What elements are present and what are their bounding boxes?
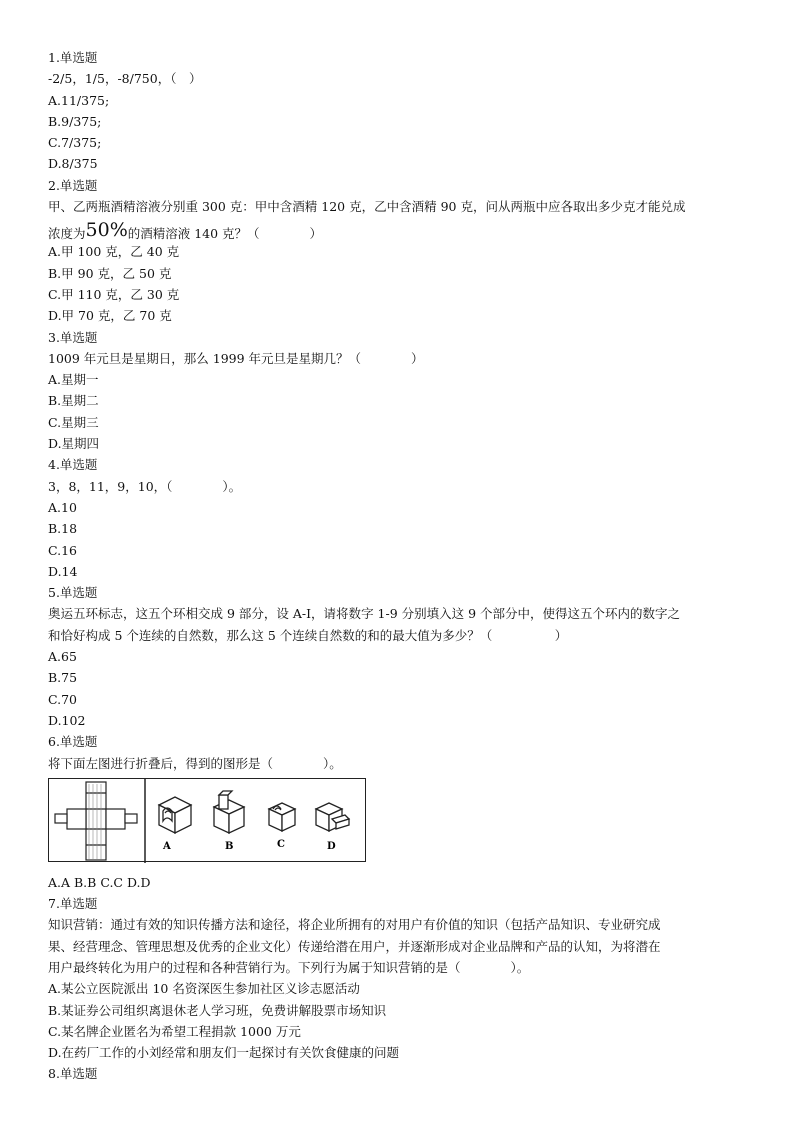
question-2-option-b: B.甲 90 克，乙 50 克 (48, 265, 172, 281)
question-7-header: 7.单选题 (48, 896, 98, 912)
option-c-label: C (277, 838, 285, 850)
folding-figure-drawing (49, 779, 367, 863)
unfolded-net (55, 782, 137, 860)
question-4-option-a: A.10 (48, 499, 77, 515)
option-b-label: B (225, 840, 234, 852)
question-3-option-b: B.星期二 (48, 393, 99, 409)
question-4-option-d: D.14 (48, 563, 78, 579)
option-a-cube (159, 797, 191, 833)
option-b-cube (214, 791, 244, 833)
question-2-option-a: A.甲 100 克，乙 40 克 (48, 244, 180, 260)
option-d-cube (316, 803, 349, 831)
question-5-option-a: A.65 (48, 649, 77, 665)
question-1-option-c: C.7/375; (48, 135, 102, 151)
question-3-option-d: D.星期四 (48, 436, 100, 452)
question-3-header: 3.单选题 (48, 329, 98, 345)
question-6-options: A.A B.B C.C D.D (48, 874, 151, 890)
question-5-option-b: B.75 (48, 670, 78, 686)
question-1-stem: -2/5，1/5，-8/750，（ ） (48, 71, 202, 87)
question-2-stem-post: 的酒精溶液 140 克？（ ） (127, 226, 323, 242)
question-4-header: 4.单选题 (48, 457, 98, 473)
question-8-header: 8.单选题 (48, 1066, 98, 1082)
question-7-option-c: C.某名牌企业匿名为希望工程捐款 1000 万元 (48, 1023, 301, 1039)
folding-figure (48, 778, 366, 862)
option-d-label: D (327, 840, 336, 852)
question-2-stem-line-2 (48, 217, 758, 241)
question-7-option-a: A.某公立医院派出 10 名资深医生参加社区义诊志愿活动 (48, 981, 360, 997)
question-7-option-b: B.某证券公司组织离退休老人学习班，免费讲解股票市场知识 (48, 1002, 387, 1018)
question-5-stem-line-2: 和恰好构成 5 个连续的自然数，那么这 5 个连续自然数的和的最大值为多少？（ ） (48, 627, 568, 643)
question-3-stem: 1009 年元旦是星期日，那么 1999 年元旦是星期几？（ ） (48, 350, 424, 366)
question-3-option-c: C.星期三 (48, 414, 99, 430)
question-1-option-a: A.11/375; (48, 92, 110, 108)
question-7-stem-line-3: 用户最终转化为用户的过程和各种营销行为。下列行为属于知识营销的是（ ）。 (48, 959, 530, 975)
question-7-stem-line-2: 果、经营理念、管理思想及优秀的企业文化）传递给潜在用户，并逐渐形成对企业品牌和产品的认知，为将潜在 (48, 938, 661, 954)
option-a-label: A (163, 840, 171, 852)
question-1-option-b: B.9/375; (48, 113, 102, 129)
question-7-option-d: D.在药厂工作的小刘经常和朋友们一起探讨有关饮食健康的问题 (48, 1045, 400, 1061)
question-7-stem-line-1: 知识营销：通过有效的知识传播方法和途径，将企业所拥有的对用户有价值的知识（包括产品知识、专业研究成 (48, 917, 661, 933)
question-6-header: 6.单选题 (48, 734, 98, 750)
question-2-percent: 50% (85, 219, 128, 242)
question-1-option-d: D.8/375 (48, 156, 98, 172)
question-5-option-d: D.102 (48, 712, 86, 728)
question-4-option-b: B.18 (48, 521, 78, 537)
question-6-stem: 将下面左图进行折叠后，得到的图形是（ ）。 (48, 755, 342, 771)
question-5-header: 5.单选题 (48, 585, 98, 601)
option-c-cube (269, 803, 295, 831)
question-2-stem-pre: 浓度为 (48, 226, 86, 242)
question-5-option-c: C.70 (48, 691, 77, 707)
question-1-header: 1.单选题 (48, 50, 98, 65)
question-5-stem-line-1: 奥运五环标志，这五个环相交成 9 部分，设 A-I，请将数字 1-9 分别填入这 9 个部分中，使得这五个环内的数字之 (48, 606, 681, 622)
question-2-stem-line-1: 甲、乙两瓶酒精溶液分别重 300 克：甲中含酒精 120 克，乙中含酒精 90 克，问从两瓶中应各取出多少克才能兑成 (48, 199, 686, 215)
question-4-stem: 3，8，11，9，10，（ ）。 (48, 478, 242, 494)
question-3-option-a: A.星期一 (48, 372, 99, 388)
document-body (48, 47, 758, 1085)
question-2-header: 2.单选题 (48, 177, 98, 193)
question-4-option-c: C.16 (48, 542, 77, 558)
question-2-option-c: C.甲 110 克，乙 30 克 (48, 286, 180, 302)
question-2-option-d: D.甲 70 克，乙 70 克 (48, 308, 172, 324)
